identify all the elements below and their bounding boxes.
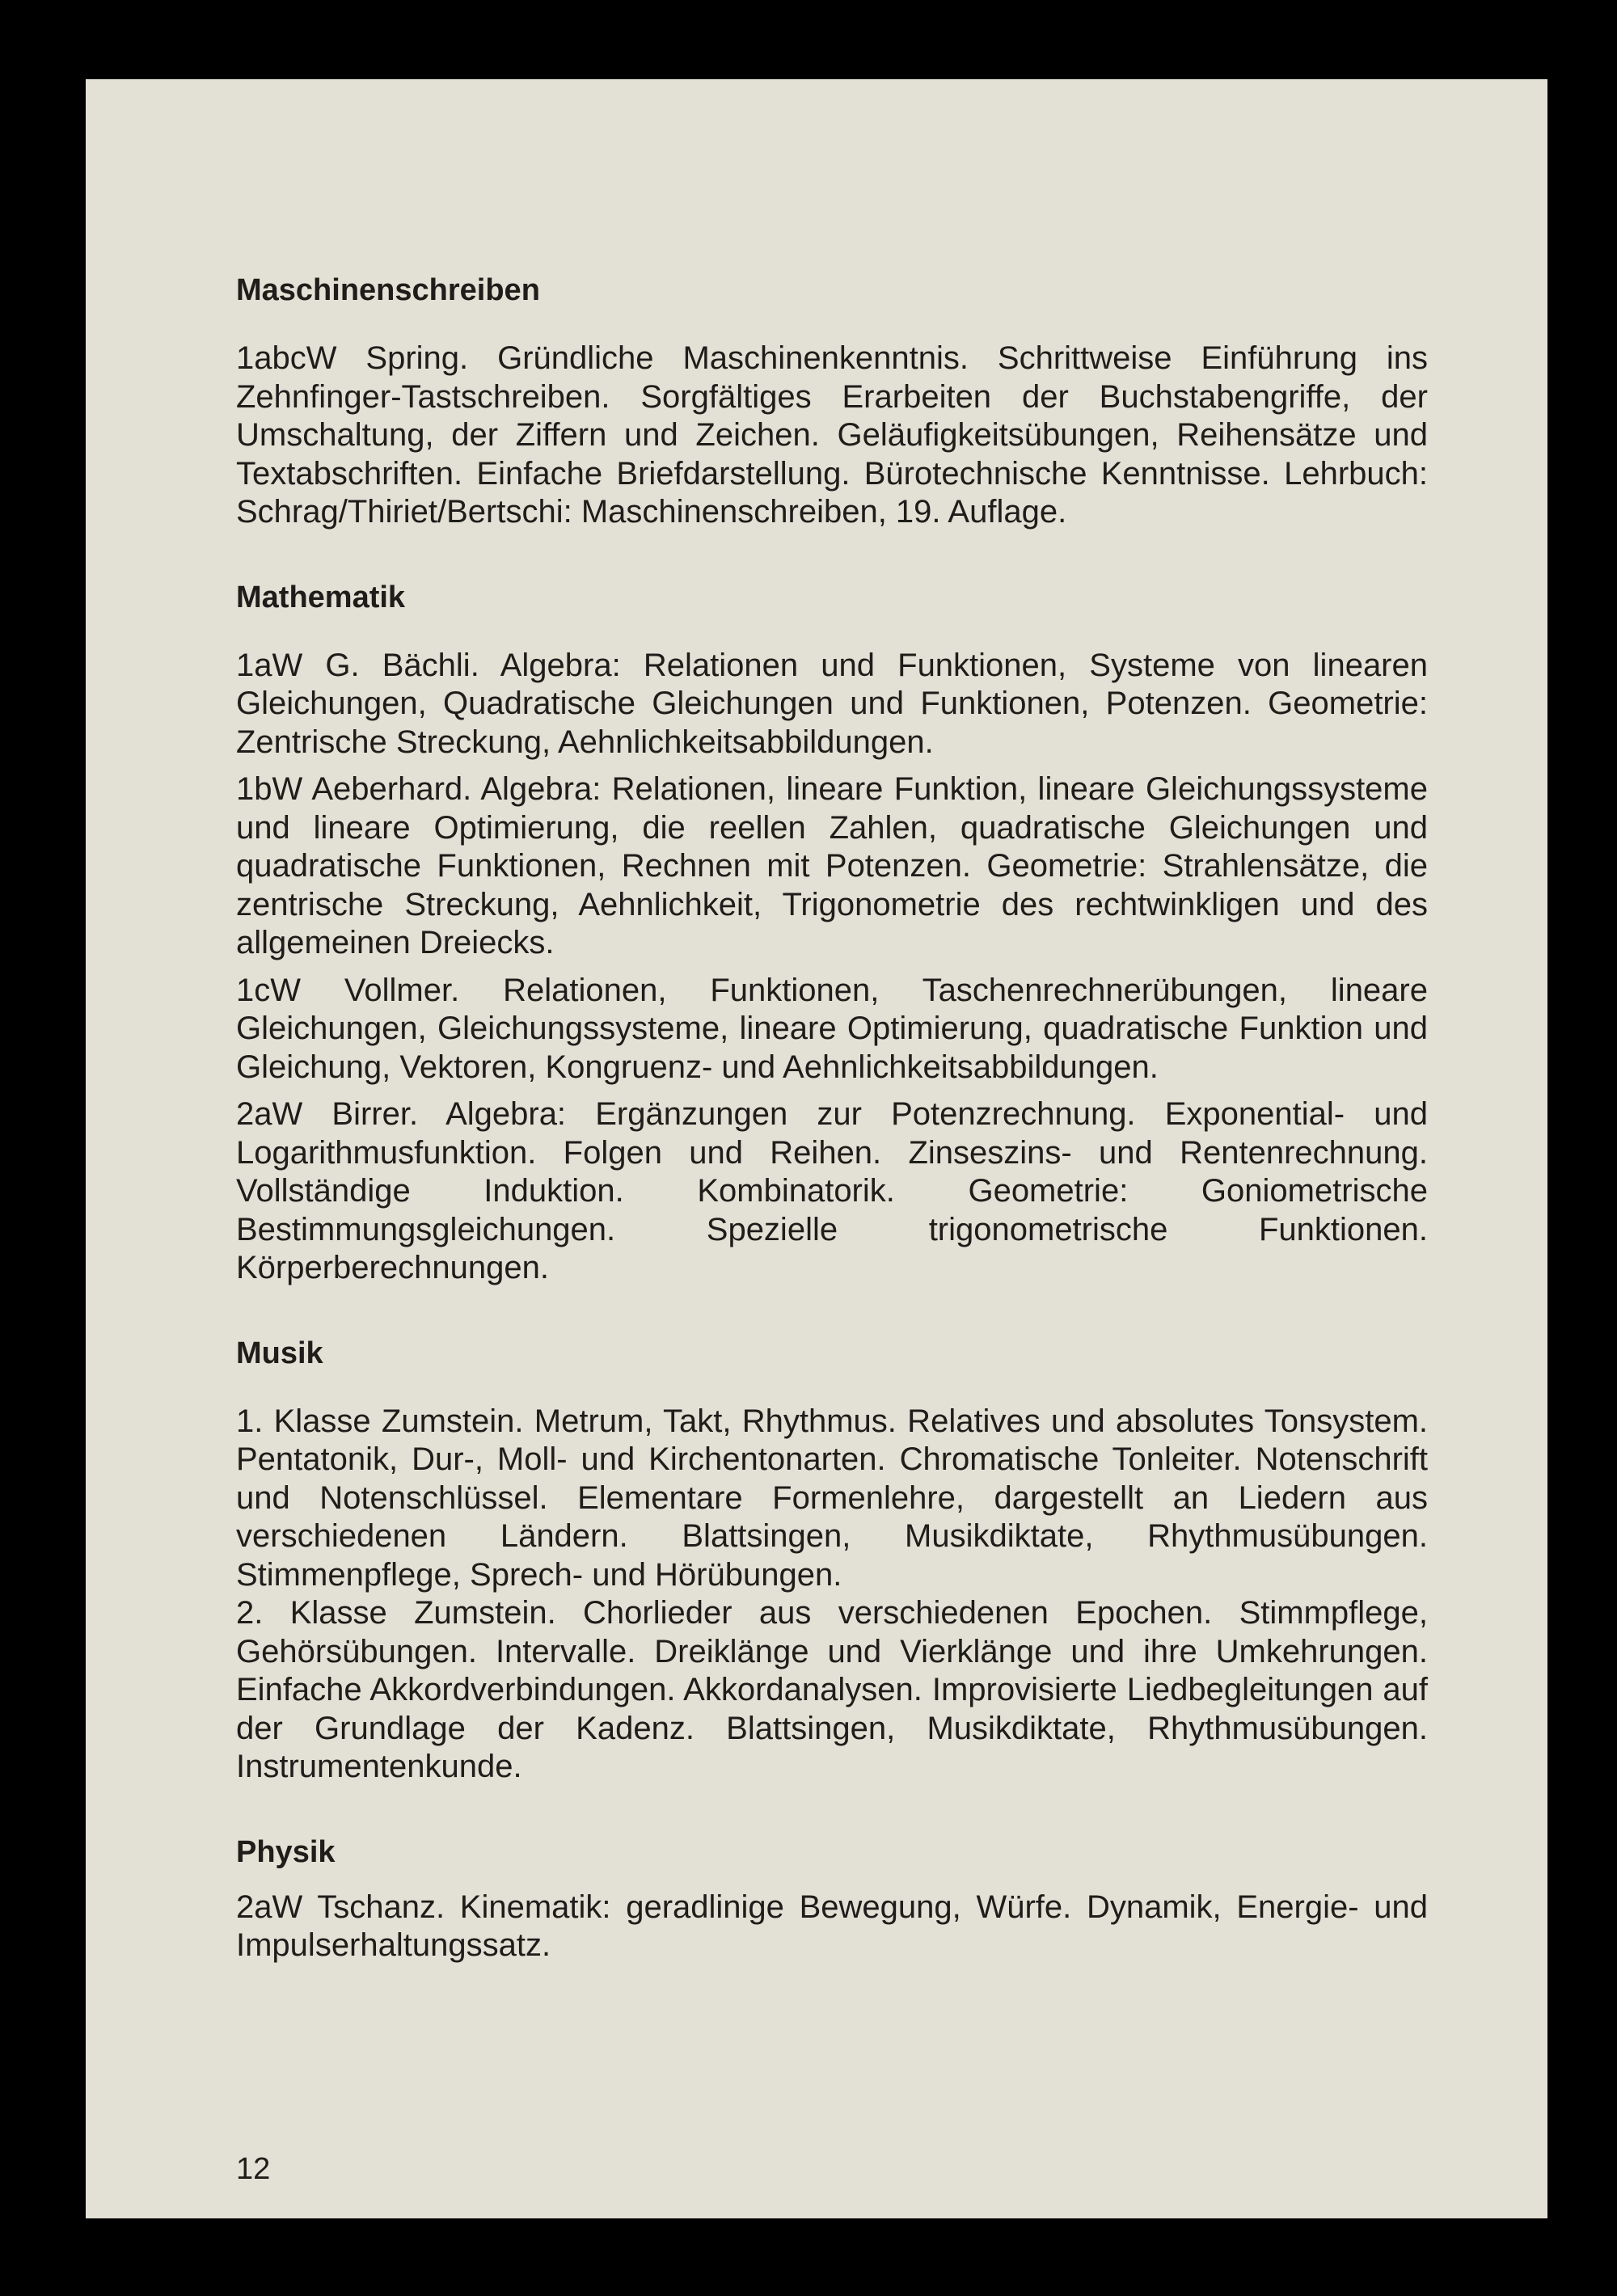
section-mathematik <box>236 579 1428 1288</box>
paragraph: 1bW Aeberhard. Algebra: Relationen, lineare Funktion, lineare Gleichungssysteme und lineare Optimierung, die reellen Zahlen, quadratische Gleichungen und quadratische Funktionen, Rechnen mit Potenzen. Geometrie: Strahlensätze, die zentrische Streckung, Aehnlichkeit, Trigonometrie des rechtwinkligen und des allgemeinen Dreiecks. <box>236 771 1428 960</box>
paragraph: 2. Klasse Zumstein. Chorlieder aus verschiedenen Epochen. Stimmpflege, Gehörsübungen. Intervalle. Dreiklänge und Vierklänge und ihre Umkehrungen. Einfache Akkordverbindungen. Akkordanalysen. Improvisierte Liedbegleitungen auf der Grundlage der Kadenz. Blattsingen, Musikdiktate, Rhythmusübungen. Instrumentenkunde. <box>236 1595 1428 1784</box>
section-heading: Maschinenschreiben <box>236 273 540 307</box>
paragraph: 1abcW Spring. Gründliche Maschinenkenntnis. Schrittweise Einführung ins Zehnfinger-Tastschreiben. Sorgfältiges Erarbeiten der Buchstabengriffe, der Umschaltung, der Ziffern und Zeichen. Geläufigkeitsübungen, Reihensätze und Textabschriften. Einfache Briefdarstellung. Bürotechnische Kenntnisse. Lehrbuch: Schrag/Thiriet/Bertschi: Maschinenschreiben, 19. Auflage. <box>236 340 1428 530</box>
document-page <box>86 79 1547 2218</box>
section-physik <box>236 1834 1428 1965</box>
paragraph: 1. Klasse Zumstein. Metrum, Takt, Rhythmus. Relatives und absolutes Tonsystem. Pentatonik, Dur-, Moll- und Kirchentonarten. Chromatische Tonleiter. Notenschrift und Notenschlüssel. Elementare Formenlehre, dargestellt an Liedern aus verschiedenen Ländern. Blattsingen, Musikdiktate, Rhythmusübungen. Stimmenpflege, Sprech- und Hörübungen. <box>236 1403 1428 1593</box>
page-content <box>236 272 1428 1965</box>
section-heading: Physik <box>236 1834 336 1869</box>
paragraph: 2aW Birrer. Algebra: Ergänzungen zur Potenzrechnung. Exponential- und Logarithmusfunktion. Folgen und Reihen. Zinseszins- und Rentenrechnung. Vollständige Induktion. Kombinatorik. Geometrie: Goniometrische Bestimmungsgleichungen. Spezielle trigonometrische Funktionen. Körperberechnungen. <box>236 1096 1428 1285</box>
page-number: 12 <box>236 2152 271 2186</box>
paragraph: 1cW Vollmer. Relationen, Funktionen, Taschenrechnerübungen, lineare Gleichungen, Gleichungssysteme, lineare Optimierung, quadratische Funktion und Gleichung, Vektoren, Kongruenz- und Aehnlichkeitsabbildungen. <box>236 972 1428 1085</box>
section-musik <box>236 1335 1428 1787</box>
paragraph: 2aW Tschanz. Kinematik: geradlinige Bewegung, Würfe. Dynamik, Energie- und Impulserhaltungssatz. <box>236 1889 1428 1963</box>
section-heading: Mathematik <box>236 580 406 614</box>
paragraph: 1aW G. Bächli. Algebra: Relationen und Funktionen, Systeme von linearen Gleichungen, Quadratische Gleichungen und Funktionen, Potenzen. Geometrie: Zentrische Streckung, Aehnlichkeitsabbildungen. <box>236 647 1428 760</box>
section-heading: Musik <box>236 1336 323 1370</box>
section-maschinenschreiben <box>236 272 1428 532</box>
